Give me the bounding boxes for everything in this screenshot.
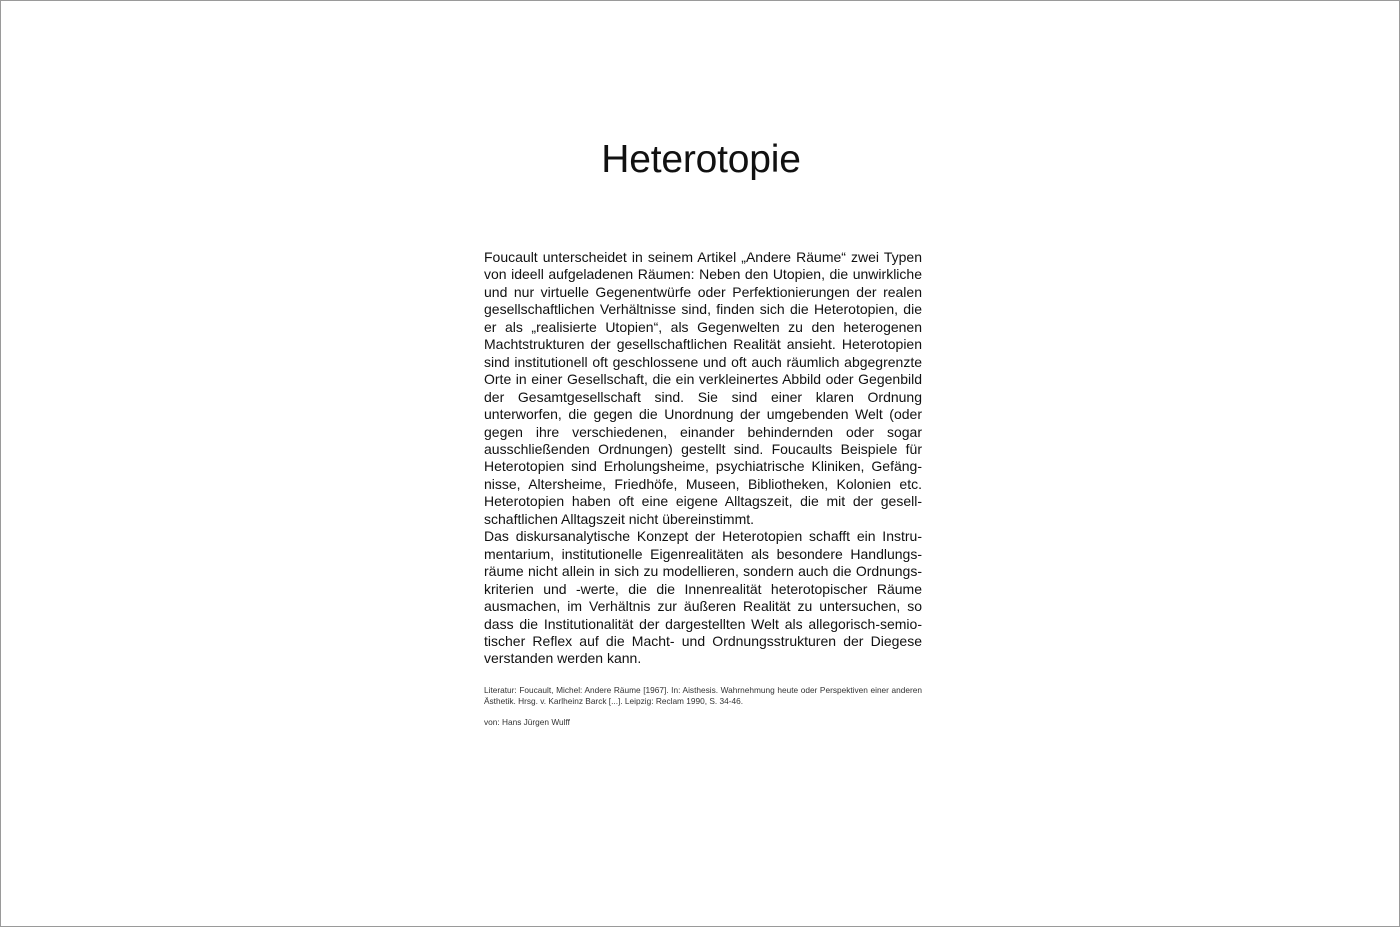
author-credit: von: Hans Jürgen Wulff [484,717,570,727]
paragraph-1: Foucault unterscheidet in seinem Artikel „Andere Räume“ zwei Typen von ideell aufgeladenen Räumen: Neben den Utopien, die unwirkliche und nur virtuelle Gegenentwürfe oder Perfektionierungen der realen gesellschaftlichen Verhältnisse sind, finden sich die Heterotopien, die er als „realisierte Utopien“, als Gegenwelten zu den heterogenen Machtstrukturen der gesellschaftlichen Realität ansieht. Heterotopien sind institutionell oft geschlossene und oft auch räumlich abgegrenzte Orte in einer Gesellschaft, die ein verkleinertes Abbild oder Gegenbild der Gesamtgesellschaft sind. Sie sind einer klaren Ordnung unterworfen, die gegen die Unordnung der umgebenden Welt (oder gegen ihre verschiedenen, einander behindernden oder sogar ausschließenden Ordnungen) gestellt sind. Foucaults Beispiele für Heterotopien sind Erholungsheime, psychiatrische Kliniken, Gefängnisse, Altersheime, Friedhöfe, Museen, Bibliotheken, Kolonien etc. Heterotopien haben oft eine eigene Alltagszeit, die mit der gesellschaftlichen Alltagszeit nicht übereinstimmt. [484,249,922,527]
article-body [484,249,922,668]
paragraph-2: Das diskursanalytische Konzept der Heterotopien schafft ein Instrumentarium, institutionelle Eigenrealitäten als besondere Handlungsräume nicht allein in sich zu modellieren, sondern auch die Ordnungskriterien und -werte, die die Innenrealität heterotopischer Räume ausmachen, im Verhältnis zur äußeren Realität zu untersuchen, so dass die Institutionalität der dargestellten Welt als allegorisch-semiotischer Reflex auf die Macht- und Ordnungsstrukturen der Diegese verstanden werden kann. [484,528,922,667]
page-title: Heterotopie [601,138,801,181]
literature-reference: Literatur: Foucault, Michel: Andere Räume [1967]. In: Aisthesis. Wahrnehmung heute oder Perspektiven einer anderen Ästhetik. Hrsg. v. Karlheinz Barck [...]. Leipzig: Reclam 1990, S. 34-46. [484,685,922,706]
